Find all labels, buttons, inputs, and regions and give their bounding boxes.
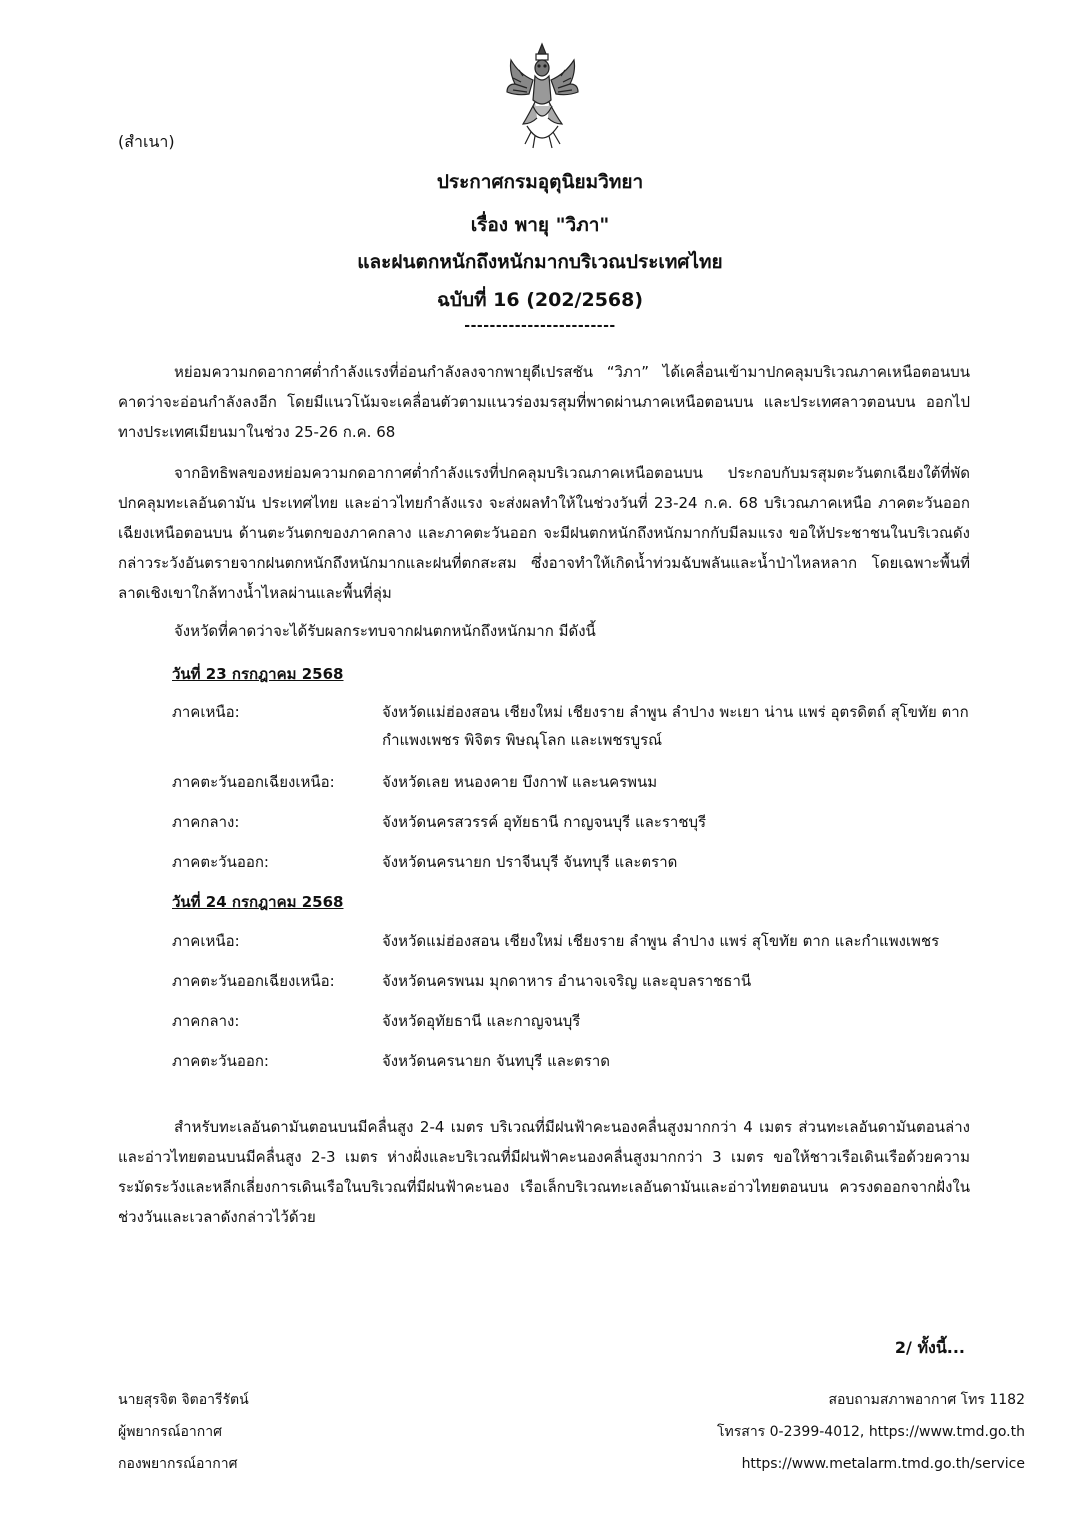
- contact-fax-website: โทรสาร 0-2399-4012, https://www.tmd.go.th: [717, 1424, 1025, 1440]
- region-provinces: จังหวัดอุทัยธานี และกาญจนบุรี: [382, 1012, 581, 1030]
- forecaster-title: ผู้พยากรณ์อากาศ: [118, 1424, 222, 1440]
- paragraph-3: [118, 616, 970, 646]
- region-provinces: จังหวัดแม่ฮ่องสอน เชียงใหม่ เชียงราย ลำพูน ลำปาง แพร่ สุโขทัย ตาก และกำแพงเพชร: [382, 932, 940, 950]
- day-2-date: วันที่ 24 กรกฎาคม 2568: [172, 893, 344, 911]
- region-provinces: จังหวัดนครนายก จันทบุรี และตราด: [382, 1052, 610, 1070]
- title-divider: ------------------------: [464, 318, 616, 334]
- paragraph-2: [118, 458, 970, 608]
- announcement-subject-line2: และฝนตกหนักถึงหนักมากบริเวณประเทศไทย: [357, 251, 723, 273]
- announcement-issue-number: ฉบับที่ 16 (202/2568): [436, 289, 644, 311]
- day-2-region-row: [172, 967, 972, 995]
- page-continuation: 2/ ทั้งนี้...: [894, 1338, 965, 1357]
- contact-service-url: https://www.metalarm.tmd.go.th/service: [741, 1456, 1025, 1472]
- contact-hotline: สอบถามสภาพอากาศ โทร 1182: [828, 1392, 1025, 1408]
- day-2-region-row: [172, 927, 972, 955]
- region-provinces: จังหวัดเลย หนองคาย บึงกาฬ และนครพนม: [382, 773, 658, 791]
- region-name: ภาคเหนือ:: [172, 932, 240, 950]
- forecaster-division: กองพยากรณ์อากาศ: [118, 1456, 238, 1472]
- region-provinces: จังหวัดนครพนม มุกดาหาร อำนาจเจริญ และอุบลราชธานี: [382, 972, 752, 990]
- forecaster-signature-block: [118, 1384, 249, 1480]
- region-provinces: จังหวัดแม่ฮ่องสอน เชียงใหม่ เชียงราย ลำพูน ลำปาง พะเยา น่าน แพร่ อุตรดิตถ์ สุโขทัย ตาก กำแพงเพชร พิจิตร พิษณุโลก และเพชรบูรณ์: [382, 703, 969, 749]
- copy-mark: (สำเนา): [118, 132, 175, 151]
- paragraph-2-text: จากอิทธิพลของหย่อมความกดอากาศต่ำกำลังแรงที่ปกคลุมบริเวณภาคเหนือตอนบน ประกอบกับมรสุมตะวันตกเฉียงใต้ที่พัดปกคลุมทะเลอันดามัน ประเทศไทย และอ่าวไทยกำลังแรง จะส่งผลทำให้ในช่วงวันที่ 23-24 ก.ค. 68 บริเวณภาคเหนือ ภาคตะวันออกเฉียงเหนือตอนบน ด้านตะวันตกของภาคกลาง และภาคตะวันออก จะมีฝนตกหนักถึงหนักมากกับมีลมแรง ขอให้ประชาชนในบริเวณดังกล่าวระวังอันตรายจากฝนตกหนักถึงหนักมากและฝนที่ตกสะสม ซึ่งอาจทำให้เกิดน้ำท่วมฉับพลันและน้ำป่าไหลหลาก โดยเฉพาะพื้นที่ลาดเชิงเขาใกล้ทางน้ำไหลผ่านและพื้นที่ลุ่ม: [118, 464, 970, 602]
- paragraph-4-text: สำหรับทะเลอันดามันตอนบนมีคลื่นสูง 2-4 เมตร บริเวณที่มีฝนฟ้าคะนองคลื่นสูงมากกว่า 4 เมตร ส่วนทะเลอันดามันตอนล่าง และอ่าวไทยตอนบนมีคลื่นสูง 2-3 เมตร ห่างฝั่งและบริเวณที่มีฝนฟ้าคะนองคลื่นสูงมากกว่า 3 เมตร ขอให้ชาวเรือเดินเรือด้วยความระมัดระวังและหลีกเลี่ยงการเดินเรือในบริเวณที่มีฝนฟ้าคะนอง เรือเล็กบริเวณทะเลอันดามันและอ่าวไทยตอนบน ควรงดออกจากฝั่งในช่วงวันและเวลาดังกล่าวไว้ด้วย: [118, 1118, 970, 1226]
- announcement-title: ประกาศกรมอุตุนิยมวิทยา: [436, 171, 644, 193]
- garuda-emblem: [505, 40, 580, 152]
- paragraph-4: [118, 1112, 970, 1232]
- contact-info-block: [717, 1384, 1025, 1480]
- day-1-region-row: [172, 848, 972, 876]
- region-name: ภาคตะวันออก:: [172, 1052, 269, 1070]
- day-2-region-row: [172, 1007, 972, 1035]
- day-1-region-row: [172, 768, 972, 796]
- region-provinces: จังหวัดนครสวรรค์ อุทัยธานี กาญจนบุรี และราชบุรี: [382, 813, 707, 831]
- paragraph-1: [118, 357, 970, 447]
- region-provinces: จังหวัดนครนายก ปราจีนบุรี จันทบุรี และตราด: [382, 853, 678, 871]
- announcement-subject: เรื่อง พายุ "วิภา": [470, 214, 610, 236]
- paragraph-3-text: จังหวัดที่คาดว่าจะได้รับผลกระทบจากฝนตกหนักถึงหนักมาก มีดังนี้: [174, 622, 596, 640]
- region-name: ภาคตะวันออกเฉียงเหนือ:: [172, 972, 335, 990]
- region-name: ภาคตะวันออก:: [172, 853, 269, 871]
- forecaster-name: นายสุรจิต จิตอารีรัตน์: [118, 1392, 249, 1408]
- region-name: ภาคเหนือ:: [172, 703, 240, 721]
- day-1-date: วันที่ 23 กรกฎาคม 2568: [172, 665, 344, 683]
- day-1-region-row: [172, 698, 972, 754]
- paragraph-1-text: หย่อมความกดอากาศต่ำกำลังแรงที่อ่อนกำลังลงจากพายุดีเปรสชัน “วิภา” ได้เคลื่อนเข้ามาปกคลุมบริเวณภาคเหนือตอนบน คาดว่าจะอ่อนกำลังลงอีก โดยมีแนวโน้มจะเคลื่อนตัวตามแนวร่องมรสุมที่พาดผ่านภาคเหนือตอนบน และประเทศลาวตอนบน ออกไปทางประเทศเมียนมาในช่วง 25-26 ก.ค. 68: [118, 363, 970, 441]
- region-name: ภาคกลาง:: [172, 813, 240, 831]
- region-name: ภาคกลาง:: [172, 1012, 240, 1030]
- day-2-region-row: [172, 1047, 972, 1075]
- day-1-region-row: [172, 808, 972, 836]
- region-name: ภาคตะวันออกเฉียงเหนือ:: [172, 773, 335, 791]
